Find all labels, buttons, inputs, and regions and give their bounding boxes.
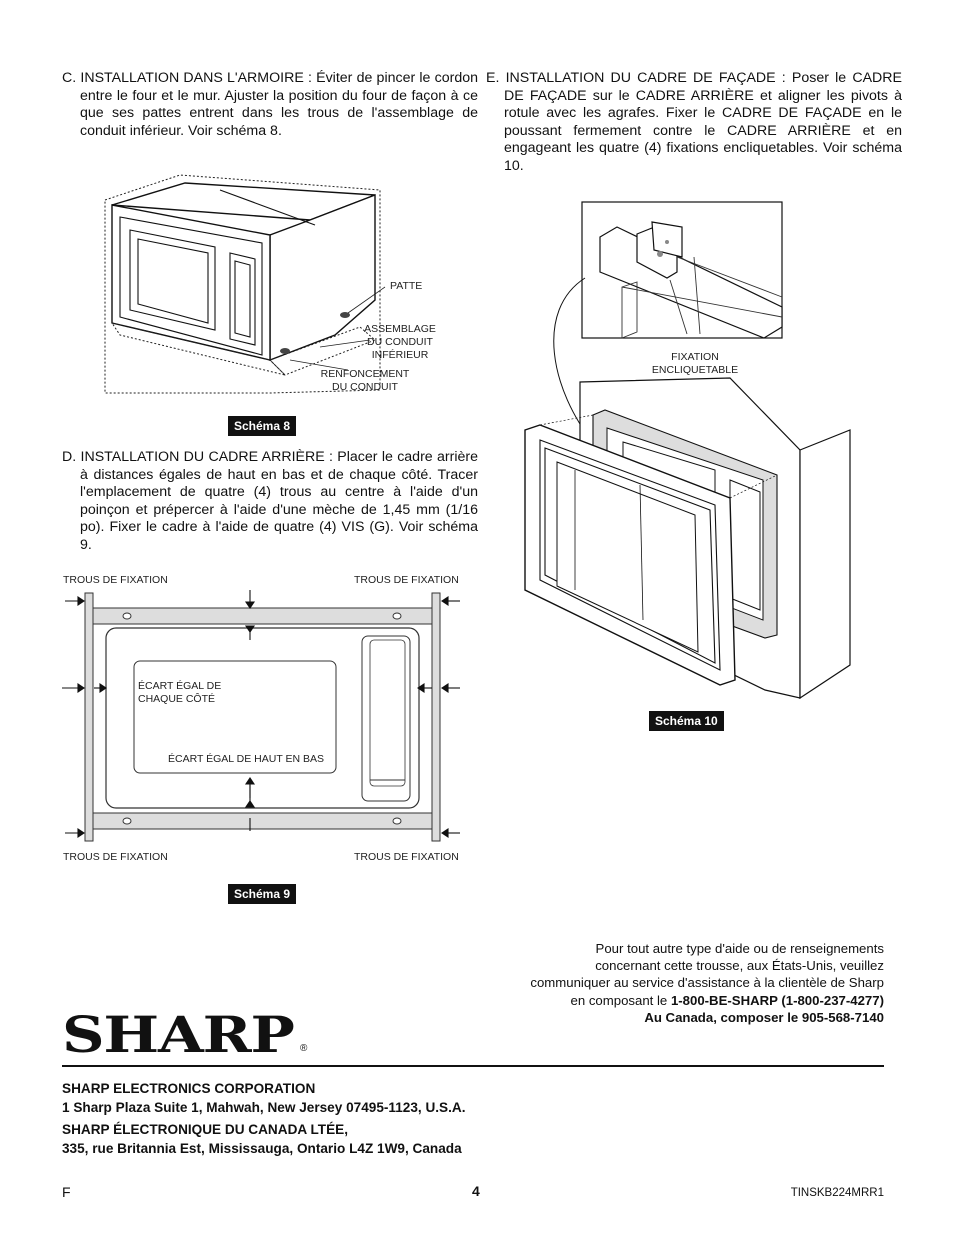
label-trous-top-left: TROUS DE FIXATION [63, 574, 168, 586]
label-trous-bottom-right: TROUS DE FIXATION [354, 851, 459, 863]
section-e-paragraph: E. INSTALLATION DU CADRE DE FAÇADE : Poser le CADRE DE FAÇADE sur le CADRE ARRIÈRE et aligner les pivots à rotule avec les agrafes. Fixer le CADRE DE FAÇADE en le poussant fermement contre le CADRE ARRIÈRE et en engageant les quatre (4) fixations encliquetables. Voir schéma 10. [486, 70, 902, 174]
figure-9-diagram [60, 588, 470, 848]
label-fixation-encliquetable: FIXATION ENCLIQUETABLE [651, 351, 739, 376]
address-block [62, 1079, 882, 1158]
footer-language: F [62, 1184, 71, 1200]
schema-8-badge: Schéma 8 [228, 416, 296, 436]
section-d-paragraph: D. INSTALLATION DU CADRE ARRIÈRE : Placer le cadre arrière à distances égales de haut en bas et de chaque côté. Tracer l'emplacement de quatre (4) trous au centre à l'aide d'un poinçon et prépercer à l'aide d'une mèche de 1,45 mm (1/16 po). Fixer le cadre à l'aide de quatre (4) VIS (G). Voir schéma 9. [62, 449, 478, 553]
contact-line-4: en composant le 1-800-BE-SHARP (1-800-237-4277) [570, 992, 884, 1008]
us-phone-number: 1-800-BE-SHARP (1-800-237-4277) [670, 992, 884, 1008]
contact-line-5: Au Canada, composer le 905-568-7140 [644, 1009, 884, 1025]
sharp-logo [62, 1005, 308, 1064]
ca-address: 335, rue Britannia Est, Mississauga, Ontario L4Z 1W9, Canada [62, 1141, 462, 1156]
ca-company: SHARP ÉLECTRONIQUE DU CANADA LTÉE, [62, 1122, 348, 1137]
schema-10-badge: Schéma 10 [649, 711, 724, 731]
section-c-paragraph: C. INSTALLATION DANS L'ARMOIRE : Éviter de pincer le cordon entre le four et le mur. Ajuster la position du four de façon à ce que ses pattes entrent dans les trous de l'assemblage de conduit inférieur. Voir schéma 8. [62, 70, 478, 139]
label-ecart-cote: ÉCART ÉGAL DE CHAQUE CÔTÉ [138, 680, 222, 705]
label-trous-bottom-left: TROUS DE FIXATION [63, 851, 168, 863]
schema-9-badge: Schéma 9 [228, 884, 296, 904]
registered-mark: ® [300, 1043, 308, 1054]
contact-line-1: Pour tout autre type d'aide ou de renseignements [595, 941, 884, 956]
us-company: SHARP ELECTRONICS CORPORATION [62, 1081, 316, 1096]
figure-10-diagram [515, 270, 860, 710]
label-assemblage-conduit: ASSEMBLAGE DU CONDUIT INFÉRIEUR [364, 323, 436, 361]
us-address: 1 Sharp Plaza Suite 1, Mahwah, New Jersey 07495-1123, U.S.A. [62, 1100, 466, 1115]
contact-line-2: concernant cette trousse, aux États-Unis, veuillez [595, 958, 884, 974]
label-trous-top-right: TROUS DE FIXATION [354, 574, 459, 586]
footer-page-number: 4 [472, 1183, 480, 1199]
contact-line-3: communiquer au service d'assistance à la clientèle de Sharp [530, 975, 884, 991]
label-ecart-haut: ÉCART ÉGAL DE HAUT EN BAS [168, 753, 324, 765]
label-renfoncement-conduit: RENFONCEMENT DU CONDUIT [320, 368, 410, 393]
contact-block [464, 940, 884, 1026]
sharp-logo-text: SHARP [62, 1005, 294, 1064]
divider-rule [62, 1065, 884, 1067]
footer-document-code: TINSKB224MRR1 [790, 1187, 884, 1199]
label-patte: PATTE [390, 280, 423, 292]
